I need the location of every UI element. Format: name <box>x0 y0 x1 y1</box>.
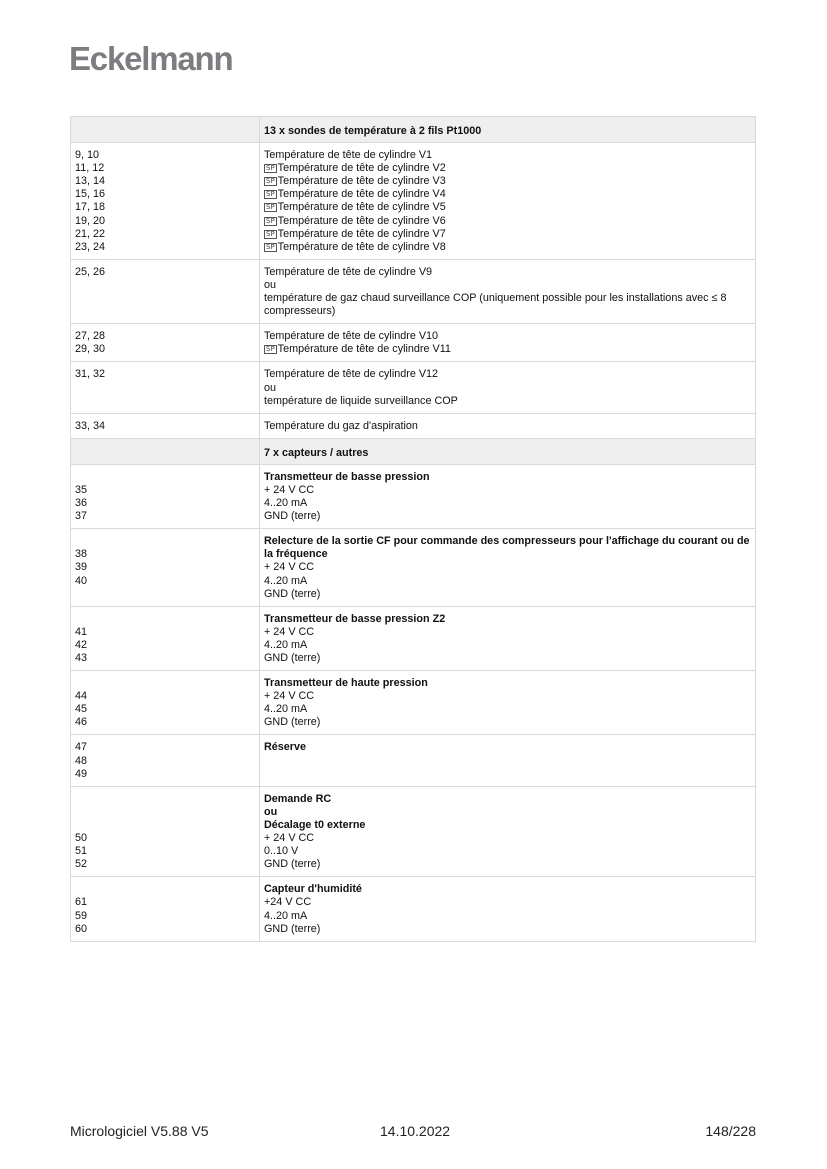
description-line: GND (terre) <box>264 858 321 871</box>
description-title: Transmetteur de basse pression Z2 <box>264 612 446 625</box>
terminal-number: 21, 22 <box>75 227 106 240</box>
description-line: température de gaz chaud surveillance COP (uniquement possible pour les installations avec ≤ 8 compresseurs) <box>264 292 727 318</box>
description-title: Transmetteur de haute pression <box>264 677 428 690</box>
terminal-cell <box>71 606 260 670</box>
special-char-marker-icon: SP <box>266 229 275 238</box>
table-row <box>71 362 756 413</box>
terminal-number: 50 <box>75 832 88 845</box>
terminal-cell <box>71 529 260 606</box>
terminal-number: 9, 10 <box>75 149 100 162</box>
table-row <box>71 464 756 528</box>
table-row <box>71 143 756 260</box>
description-cell <box>260 877 756 941</box>
terminal-number: 47 <box>75 741 88 754</box>
description-cell <box>260 786 756 877</box>
section-header-temperature-sensors <box>71 117 756 143</box>
header-empty-cell <box>71 117 260 143</box>
description-line: Température de tête de cylindre V9 <box>264 265 433 278</box>
terminal-cell <box>71 786 260 877</box>
description-line: GND (terre) <box>264 922 321 935</box>
special-char-marker-icon: SP <box>266 190 275 199</box>
terminal-number: 25, 26 <box>75 265 106 278</box>
terminal-number: 19, 20 <box>75 214 106 227</box>
terminal-number: 44 <box>75 690 88 703</box>
special-char-marker-icon: SP <box>266 216 275 225</box>
description-line: + 24 V CC <box>264 625 315 638</box>
terminal-number: 11, 12 <box>75 162 105 175</box>
description-title: Demande RC <box>264 792 332 805</box>
terminal-number: 15, 16 <box>75 188 106 201</box>
description-line: ou <box>264 381 277 394</box>
description-line: Température de tête de cylindre V12 <box>264 368 439 381</box>
description-line: Température du gaz d'aspiration <box>264 419 418 432</box>
table-row <box>71 877 756 941</box>
terminal-number: 23, 24 <box>75 240 106 253</box>
terminal-number: 38 <box>75 548 88 561</box>
description-line: + 24 V CC <box>264 690 315 703</box>
terminal-number: 40 <box>75 574 88 587</box>
table-row <box>71 259 756 323</box>
table-row <box>71 324 756 362</box>
terminal-number: 46 <box>75 716 88 729</box>
terminal-cell <box>71 143 260 260</box>
terminal-number: 36 <box>75 497 88 510</box>
description-line: GND (terre) <box>264 652 321 664</box>
section-header-sensors-other <box>71 438 756 464</box>
table-row <box>71 786 756 877</box>
company-logo: Eckelmann <box>69 40 233 77</box>
terminal-cell <box>71 259 260 323</box>
terminal-number: 61 <box>75 896 88 909</box>
table-row <box>71 529 756 606</box>
header-empty-cell <box>71 438 260 464</box>
section-title-sensors: 7 x capteurs / autres <box>260 438 756 464</box>
description-title: Transmetteur de basse pression <box>264 470 430 483</box>
description-line: température de liquide surveillance COP <box>264 394 458 407</box>
description-line: SP Température de tête de cylindre V11 <box>266 343 451 356</box>
description-cell <box>260 606 756 670</box>
table-row <box>71 606 756 670</box>
description-line: SP Température de tête de cylindre V2 <box>266 162 446 175</box>
description-line: SP Température de tête de cylindre V6 <box>266 214 446 227</box>
special-char-marker-icon: SP <box>266 242 275 251</box>
description-line: GND (terre) <box>264 716 321 729</box>
description-line: Température de tête de cylindre V10 <box>264 330 439 343</box>
description-line: SP Température de tête de cylindre V7 <box>266 227 446 240</box>
terminal-number: 60 <box>75 922 88 935</box>
description-cell <box>260 413 756 438</box>
description-line: SP Température de tête de cylindre V8 <box>266 240 446 253</box>
special-char-marker-icon: SP <box>266 177 275 186</box>
description-line: + 24 V CC <box>264 483 315 496</box>
description-title: Capteur d'humidité <box>264 883 362 896</box>
description-line: SP Température de tête de cylindre V4 <box>266 188 446 201</box>
description-line: 0..10 V <box>264 845 299 858</box>
terminal-number: 13, 14 <box>75 175 106 188</box>
terminal-number: 37 <box>75 510 88 523</box>
table-row <box>71 671 756 735</box>
description-cell <box>260 143 756 260</box>
footer-page-number: 148/228 <box>705 1123 756 1139</box>
description-line: Température de tête de cylindre V1 <box>264 149 433 162</box>
table-row <box>71 413 756 438</box>
description-line: + 24 V CC <box>264 832 315 845</box>
terminal-number: 49 <box>75 767 88 780</box>
description-line: 4..20 mA <box>264 703 308 716</box>
terminal-number: 42 <box>75 638 88 651</box>
description-cell <box>260 671 756 735</box>
description-line: 4..20 mA <box>264 909 308 922</box>
terminal-cell <box>71 362 260 413</box>
terminal-number: 35 <box>75 483 88 496</box>
description-title: ou <box>264 805 278 818</box>
terminal-number: 17, 18 <box>75 201 106 214</box>
description-title: Réserve <box>264 741 307 754</box>
special-char-marker-icon: SP <box>266 164 275 173</box>
terminal-number: 31, 32 <box>75 368 106 381</box>
description-line: +24 V CC <box>264 896 312 909</box>
description-line: GND (terre) <box>264 587 321 600</box>
terminal-number: 41 <box>75 625 88 638</box>
table-row <box>71 735 756 786</box>
description-cell <box>260 735 756 786</box>
terminal-cell <box>71 671 260 735</box>
footer-firmware-version: Micrologiciel V5.88 V5 <box>70 1123 209 1139</box>
section-title-temperature: 13 x sondes de température à 2 fils Pt1000 <box>260 117 756 143</box>
description-title: Décalage t0 externe <box>264 818 366 831</box>
terminal-cell <box>71 877 260 941</box>
description-line: 4..20 mA <box>264 497 308 510</box>
terminal-number: 29, 30 <box>75 343 106 356</box>
terminal-cell <box>71 735 260 786</box>
terminal-number: 51 <box>75 845 88 858</box>
description-line: SP Température de tête de cylindre V3 <box>266 175 446 188</box>
description-line: SP Température de tête de cylindre V5 <box>266 201 446 214</box>
description-cell <box>260 529 756 606</box>
terminal-number: 48 <box>75 754 88 767</box>
footer-date: 14.10.2022 <box>380 1123 451 1139</box>
description-cell <box>260 324 756 362</box>
description-line: + 24 V CC <box>264 561 315 574</box>
terminal-number: 59 <box>75 909 88 922</box>
description-line: 4..20 mA <box>264 638 308 651</box>
terminal-number: 39 <box>75 561 88 574</box>
description-cell <box>260 362 756 413</box>
special-char-marker-icon: SP <box>266 203 275 212</box>
description-cell <box>260 259 756 323</box>
description-title: Relecture de la sortie CF pour commande des compresseurs pour l'affichage du courant ou de la fréquence <box>264 535 750 561</box>
terminal-cell <box>71 464 260 528</box>
description-cell <box>260 464 756 528</box>
description-line: 4..20 mA <box>264 574 308 587</box>
description-line: ou <box>264 278 277 291</box>
description-line: GND (terre) <box>264 510 321 523</box>
terminal-cell <box>71 413 260 438</box>
special-char-marker-icon: SP <box>266 345 275 354</box>
terminal-cell <box>71 324 260 362</box>
terminal-number: 52 <box>75 858 88 871</box>
terminal-number: 33, 34 <box>75 419 106 432</box>
terminal-number: 45 <box>75 703 88 716</box>
terminal-number: 43 <box>75 652 88 664</box>
terminal-assignment-table <box>70 116 756 942</box>
terminal-number: 27, 28 <box>75 330 106 343</box>
